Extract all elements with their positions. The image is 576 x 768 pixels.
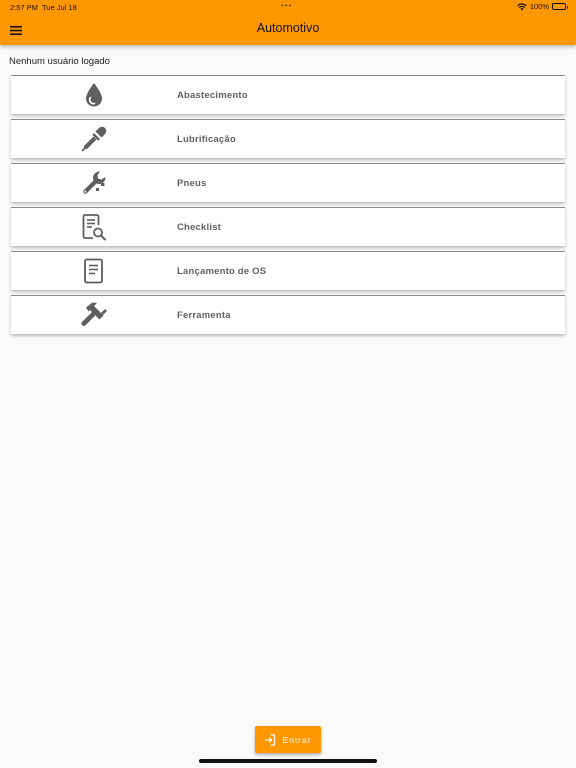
menu-item-label: Lubrificação [177,134,236,145]
menu-item-label: Ferramenta [177,310,231,321]
menu-item-pneus[interactable] [11,163,565,202]
menu-item-label: Abastecimento [177,90,248,101]
wrench-icon [80,169,108,197]
status-date: Tue Jul 18 [42,3,77,12]
login-icon [264,734,276,746]
battery-icon [552,3,566,10]
menu-item-label: Pneus [177,178,207,189]
menu-list [11,75,565,339]
menu-item-label: Lançamento de OS [177,266,267,277]
battery-percent: 100% [529,2,549,11]
document-search-icon [80,213,108,241]
menu-item-checklist[interactable] [11,207,565,246]
app-title: Automotivo [256,21,320,35]
menu-item-lancamento-de-os[interactable] [11,251,565,290]
menu-item-label: Checklist [177,222,222,233]
menu-item-lubrificacao[interactable] [11,119,565,158]
user-status-text: Nenhum usuário logado [9,56,110,67]
status-time: 2:57 PM [10,3,38,12]
multitasking-dots[interactable]: ••• [281,1,293,10]
login-button-label: Entrar [282,734,312,745]
hammer-icon [80,301,108,329]
status-bar [0,0,576,14]
menu-item-ferramenta[interactable] [11,295,565,334]
document-icon [80,257,108,285]
app-header [0,0,576,45]
status-indicators [517,2,566,11]
login-button[interactable] [255,726,321,753]
menu-item-abastecimento[interactable] [11,75,565,114]
wifi-icon [517,3,527,11]
home-indicator[interactable] [199,759,377,763]
fuel-drop-icon [80,81,108,109]
dropper-icon [80,125,108,153]
